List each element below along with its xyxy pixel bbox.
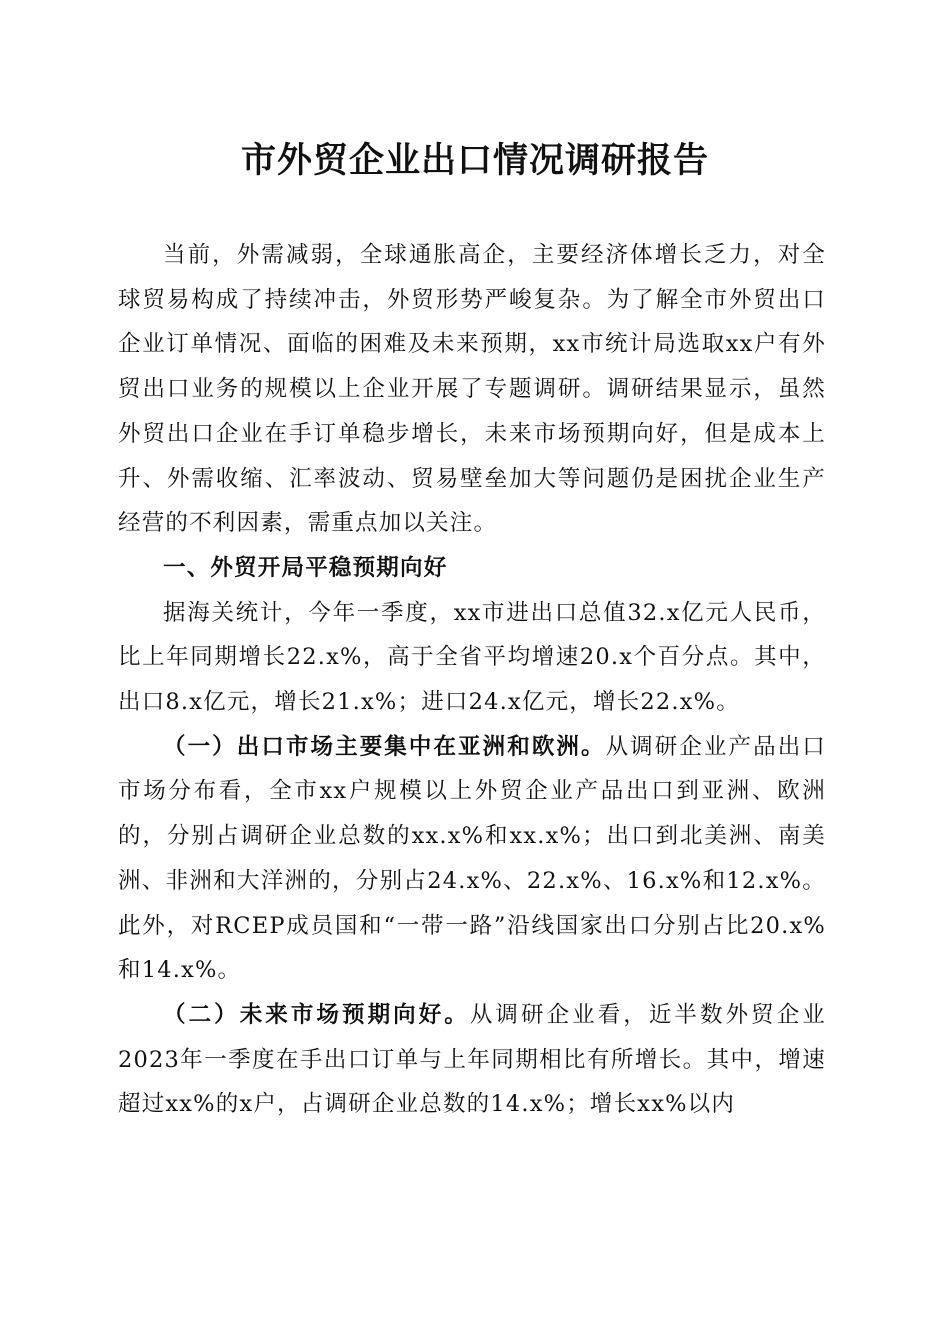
subsection-2-text: 从调研企业看，近半数外贸企业2023年一季度在手出口订单与上年同期相比有所增长。其中，增速超过xx%的x户，占调研企业总数的14.x%；增长xx%以内 [118,1001,826,1118]
subsection-2-lead: （二）未来市场预期向好。 [163,1001,470,1028]
document-title: 市外贸企业出口情况调研报告 [240,140,709,181]
document-body [118,233,826,1127]
subsection-2-paragraph [118,993,826,1127]
section-heading: 一、外贸开局平稳预期向好 [163,554,448,581]
intro-paragraph: 当前，外需减弱，全球通胀高企，主要经济体增长乏力，对全球贸易构成了持续冲击，外贸形势严峻复杂。为了解全市外贸出口企业订单情况、面临的困难及未来预期，xx市统计局选取xx户有外贸出口业务的规模以上企业开展了专题调研。调研结果显示，虽然外贸出口企业在手订单稳步增长，未来市场预期向好，但是成本上升、外需收缩、汇率波动、贸易壁垒加大等问题仍是困扰企业生产经营的不利因素，需重点加以关注。 [118,242,826,537]
subsection-1-paragraph [118,725,826,993]
subsection-1-text: 从调研企业产品出口市场分布看，全市xx户规模以上外贸企业产品出口到亚洲、欧洲的，分别占调研企业总数的xx.x%和xx.x%；出口到北美洲、南美洲、非洲和大洋洲的，分别占24.x%、22.x%、16.x%和12.x%。此外，对RCEP成员国和“一带一路”沿线国家出口分别占比20.x%和14.x%。 [118,733,826,984]
subsection-1-lead: （一）出口市场主要集中在亚洲和欧洲。 [163,733,606,760]
section-paragraph: 据海关统计，今年一季度，xx市进出口总值32.x亿元人民币，比上年同期增长22.x%，高于全省平均增速20.x个百分点。其中，出口8.x亿元，增长21.x%；进口24.x亿元，增长22.x%。 [118,599,826,716]
